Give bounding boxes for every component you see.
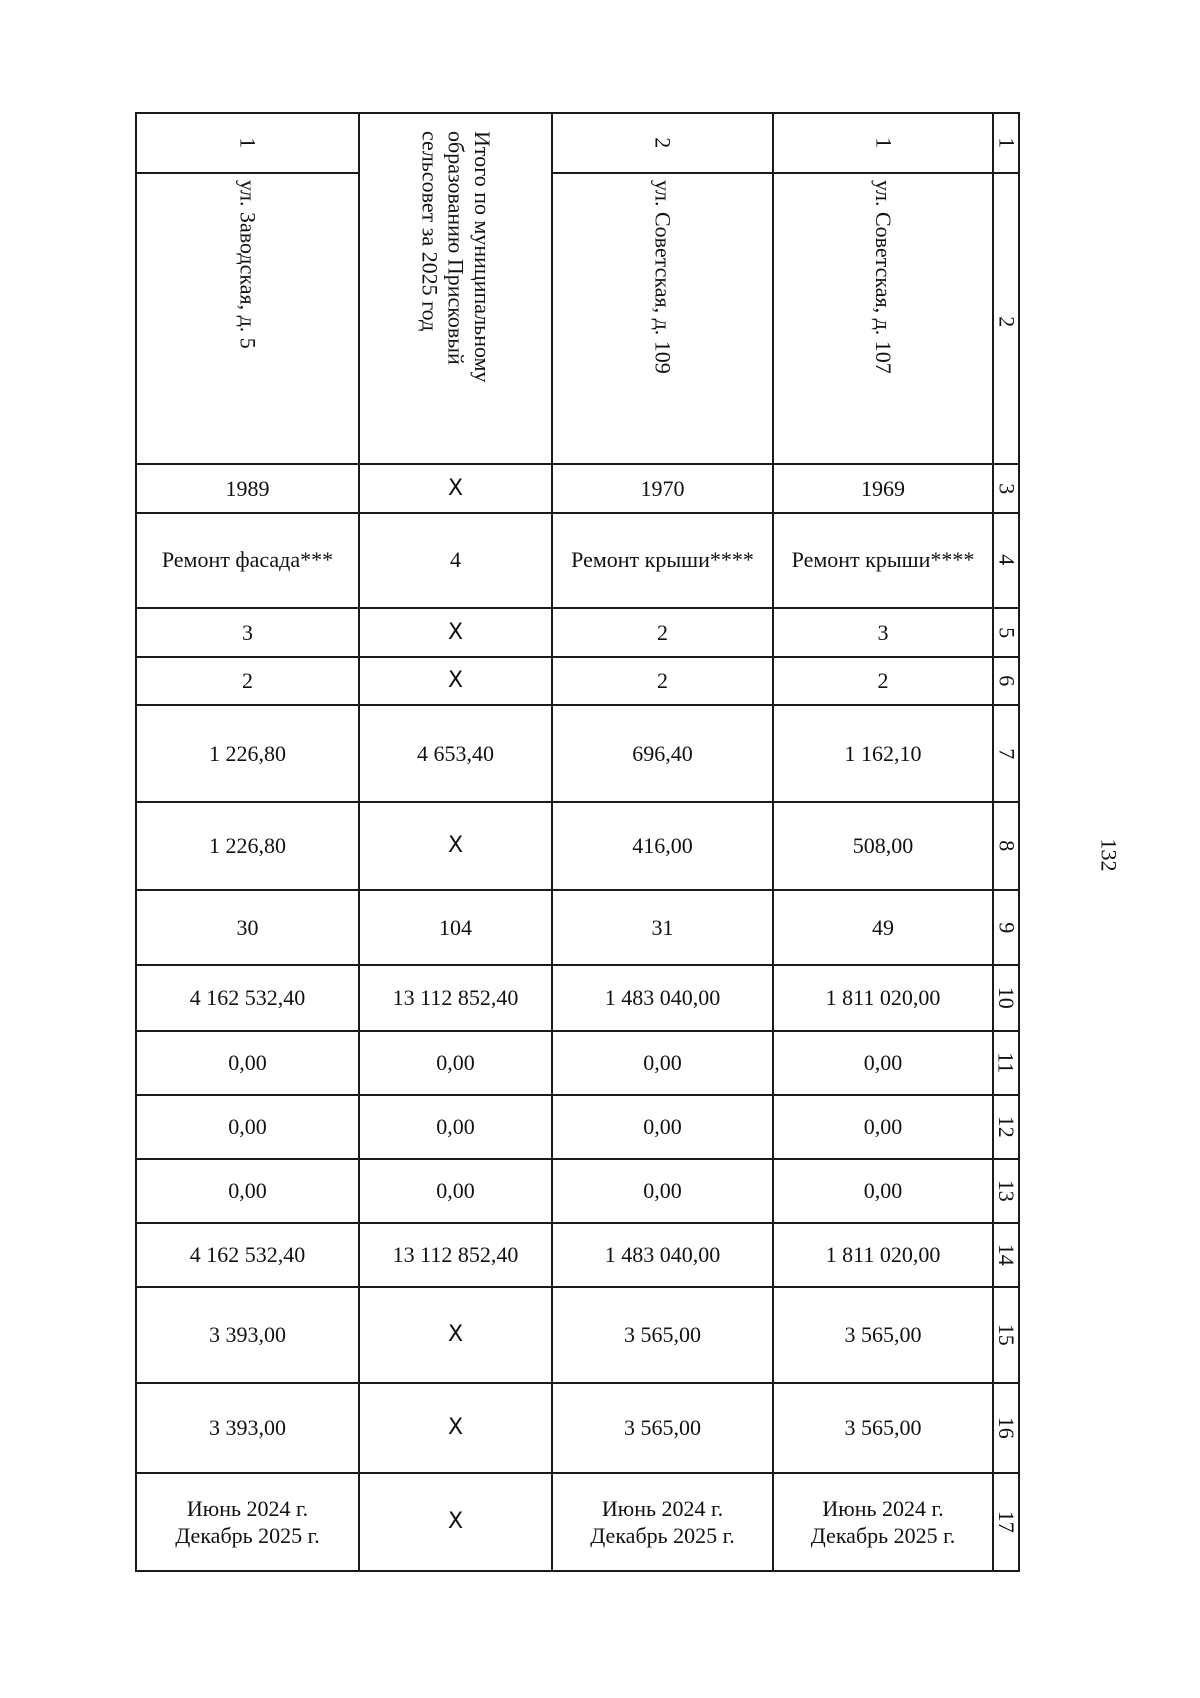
table-row — [135, 1474, 1020, 1572]
row-number-top — [994, 114, 1018, 174]
table-cell — [774, 1474, 994, 1570]
row-number-cell — [994, 512, 1018, 607]
cell-value: 3 565,00 — [624, 1322, 701, 1348]
address-header-cell — [774, 114, 994, 463]
table-row — [135, 891, 1020, 966]
table-cell — [137, 891, 360, 964]
cell-value: 2 — [657, 619, 668, 645]
row-number: 9 — [993, 922, 1019, 933]
index-label: 1 — [235, 137, 261, 149]
table-row — [135, 1288, 1020, 1384]
table-cell — [360, 465, 553, 512]
index-label: 2 — [650, 137, 676, 149]
table-cell — [360, 1032, 553, 1094]
table-cell — [774, 1096, 994, 1158]
table-cell — [774, 706, 994, 801]
table-cell — [137, 1032, 360, 1094]
table-cell — [137, 1224, 360, 1286]
table-cell — [774, 465, 994, 512]
page-number: 132 — [1096, 838, 1122, 872]
cell-value: 1 483 040,00 — [604, 1242, 721, 1268]
cell-value: 1 483 040,00 — [604, 985, 721, 1011]
cell-value: 4 653,40 — [417, 740, 494, 766]
row-number-cell — [994, 966, 1018, 1030]
cell-value: 0,00 — [863, 1050, 903, 1076]
table-cell — [553, 1288, 774, 1382]
row-number-cell — [994, 1474, 1018, 1570]
cell-value: 31 — [651, 914, 674, 940]
table-cell — [553, 465, 774, 512]
row-number: 17 — [993, 1511, 1019, 1533]
table-cell — [360, 1096, 553, 1158]
cell-value: Х — [447, 833, 464, 859]
table-cell — [553, 966, 774, 1030]
table-cell — [774, 891, 994, 964]
row-number-cell — [994, 609, 1018, 656]
table-row — [135, 465, 1020, 514]
table-cell — [360, 1160, 553, 1222]
cell-value: 3 — [242, 619, 253, 645]
cell-value: 2 — [657, 668, 668, 694]
row-number-cell — [994, 114, 1018, 463]
table-cell — [553, 891, 774, 964]
cell-value: Х — [447, 475, 464, 501]
cell-value: 696,40 — [632, 740, 693, 766]
row-number-cell — [994, 891, 1018, 964]
table-row — [135, 706, 1020, 803]
table-cell — [137, 706, 360, 801]
table-cell — [360, 1474, 553, 1570]
table-cell — [360, 706, 553, 801]
total-header-line: Итого по муниципальному — [470, 131, 496, 383]
index-cell — [137, 114, 358, 174]
cell-value: 0,00 — [228, 1114, 267, 1140]
table-cell — [553, 1224, 774, 1286]
table-header-row — [135, 112, 1020, 465]
cell-value: Июнь 2024 г. Декабрь 2025 г. — [810, 1495, 956, 1548]
cell-value: 1 811 020,00 — [825, 985, 941, 1011]
table-cell — [774, 658, 994, 704]
table-row — [135, 966, 1020, 1032]
table-cell — [553, 1160, 774, 1222]
cell-value: 0,00 — [228, 1050, 267, 1076]
row-number-cell — [994, 465, 1018, 512]
cell-value: 1970 — [640, 475, 685, 501]
cell-value: 13 112 852,40 — [392, 1242, 519, 1268]
address-cell — [137, 174, 358, 463]
table-cell — [553, 1474, 774, 1570]
row-number-cell — [994, 1224, 1018, 1286]
table-cell — [360, 658, 553, 704]
table-cell — [553, 658, 774, 704]
row-number-bottom — [994, 174, 1018, 463]
cell-value: Июнь 2024 г. Декабрь 2025 г. — [175, 1495, 320, 1548]
row-number: 13 — [993, 1180, 1019, 1202]
row-number: 5 — [993, 627, 1019, 638]
table-cell — [553, 609, 774, 656]
table-cell — [137, 1160, 360, 1222]
cell-value: 3 393,00 — [209, 1322, 286, 1348]
address-cell — [553, 174, 772, 463]
row-number-cell — [994, 1384, 1018, 1472]
address-header-cell — [137, 114, 360, 463]
row-number: 12 — [993, 1116, 1019, 1138]
cell-value: 2 — [242, 668, 253, 694]
cell-value: 49 — [872, 914, 894, 940]
cell-value: 30 — [236, 914, 259, 940]
cell-value: 3 — [877, 619, 889, 645]
cell-value: 3 565,00 — [844, 1322, 922, 1348]
cell-value: Х — [447, 1509, 464, 1535]
row-number: 16 — [993, 1417, 1019, 1439]
cell-value: 2 — [877, 668, 889, 694]
table-cell — [774, 609, 994, 656]
cell-value: 3 393,00 — [209, 1415, 286, 1441]
table-cell — [360, 803, 553, 889]
table-row — [135, 803, 1020, 891]
table-cell — [553, 1032, 774, 1094]
cell-value: 1 226,80 — [209, 833, 286, 859]
cell-value: 4 162 532,40 — [189, 985, 306, 1011]
row-number-cell — [994, 706, 1018, 801]
total-header-text — [416, 97, 495, 480]
row-number-cell — [994, 1032, 1018, 1094]
table-cell — [137, 512, 360, 607]
address-text: ул. Заводская, д. 5 — [235, 180, 261, 349]
table-row — [135, 512, 1020, 609]
table-row — [135, 1384, 1020, 1474]
row-number: 6 — [993, 675, 1019, 687]
table-row — [135, 1096, 1020, 1160]
cell-value: 1969 — [861, 475, 905, 501]
table-cell — [360, 891, 553, 964]
table-cell — [553, 1384, 774, 1472]
cell-value: 104 — [439, 914, 472, 940]
row-number: 14 — [993, 1244, 1019, 1266]
cell-value: 0,00 — [436, 1114, 475, 1140]
cell-value: 1 226,80 — [209, 740, 286, 766]
table-cell — [137, 1288, 360, 1382]
table-cell — [774, 1288, 994, 1382]
table-row — [135, 609, 1020, 658]
cell-value: Х — [447, 619, 464, 645]
cell-value: 3 565,00 — [624, 1415, 701, 1441]
address-cell — [774, 174, 992, 463]
cell-value: Х — [447, 1415, 464, 1441]
table-row — [135, 1032, 1020, 1096]
address-header-cell — [553, 114, 774, 463]
table-cell — [137, 609, 360, 656]
table-row — [135, 1160, 1020, 1224]
cell-value: 4 162 532,40 — [189, 1242, 306, 1268]
cell-value: 0,00 — [863, 1178, 903, 1204]
cell-value: Ремонт фасада*** — [161, 546, 334, 572]
row-number: 8 — [993, 840, 1019, 852]
table-cell — [774, 1032, 994, 1094]
cell-value: Х — [447, 668, 464, 694]
row-number-cell — [994, 1160, 1018, 1222]
cell-value: 13 112 852,40 — [392, 985, 519, 1011]
index-cell — [553, 114, 772, 174]
row-number: 2 — [993, 316, 1019, 327]
table-row — [135, 1224, 1020, 1288]
table-cell — [360, 1384, 553, 1472]
cell-value: Июнь 2024 г. Декабрь 2025 г. — [590, 1495, 735, 1548]
cell-value: 0,00 — [436, 1178, 475, 1204]
cell-value: 416,00 — [632, 833, 693, 859]
table-cell — [774, 1160, 994, 1222]
row-number-cell — [994, 1288, 1018, 1382]
table-cell — [360, 966, 553, 1030]
table-cell — [774, 1384, 994, 1472]
row-number: 10 — [993, 987, 1019, 1009]
cell-value: 0,00 — [643, 1114, 682, 1140]
table-cell — [774, 966, 994, 1030]
cell-value: 0,00 — [228, 1178, 267, 1204]
table-cell — [774, 1224, 994, 1286]
row-number: 11 — [993, 1052, 1019, 1074]
cell-value: Ремонт крыши**** — [791, 546, 975, 572]
total-header-line: образованию Присковый — [443, 131, 469, 365]
table-cell — [360, 609, 553, 656]
table-cell — [553, 512, 774, 607]
table-cell — [774, 803, 994, 889]
row-number-cell — [994, 658, 1018, 704]
total-header-cell — [360, 114, 553, 463]
cell-value: 1 811 020,00 — [825, 1242, 941, 1268]
row-number: 15 — [993, 1324, 1019, 1346]
index-cell — [774, 114, 992, 174]
cell-value: Х — [447, 1322, 464, 1348]
table-cell — [137, 803, 360, 889]
table-cell — [137, 1096, 360, 1158]
cell-value: 0,00 — [436, 1050, 475, 1076]
table-cell — [774, 512, 994, 607]
table-cell — [137, 658, 360, 704]
cell-value: 1 162,10 — [844, 740, 922, 766]
table-cell — [137, 465, 360, 512]
cell-value: 508,00 — [852, 833, 914, 859]
row-number: 4 — [993, 554, 1019, 565]
index-label: 1 — [870, 137, 896, 149]
table-cell — [137, 1474, 360, 1570]
table-cell — [137, 966, 360, 1030]
row-number: 3 — [993, 483, 1019, 494]
table-cell — [553, 1096, 774, 1158]
cell-value: 0,00 — [643, 1050, 682, 1076]
cell-value: 1989 — [225, 475, 270, 501]
table-cell — [553, 706, 774, 801]
row-number: 1 — [993, 137, 1019, 149]
table-cell — [360, 512, 553, 607]
address-text: ул. Советская, д. 107 — [871, 180, 897, 374]
row-number-cell — [994, 1096, 1018, 1158]
row-number: 7 — [993, 748, 1019, 759]
cell-value: 0,00 — [863, 1114, 903, 1140]
cell-value: 3 565,00 — [844, 1415, 922, 1441]
address-text: ул. Советская, д. 109 — [650, 180, 676, 374]
cell-value: 0,00 — [643, 1178, 682, 1204]
table-row — [135, 658, 1020, 706]
total-header-line: сельсовет за 2025 год — [417, 131, 443, 332]
table-cell — [360, 1288, 553, 1382]
table-cell — [553, 803, 774, 889]
row-number-cell — [994, 803, 1018, 889]
table-cell — [137, 1384, 360, 1472]
cell-value: 4 — [450, 546, 461, 572]
table-cell — [360, 1224, 553, 1286]
cell-value: Ремонт крыши**** — [571, 546, 754, 572]
